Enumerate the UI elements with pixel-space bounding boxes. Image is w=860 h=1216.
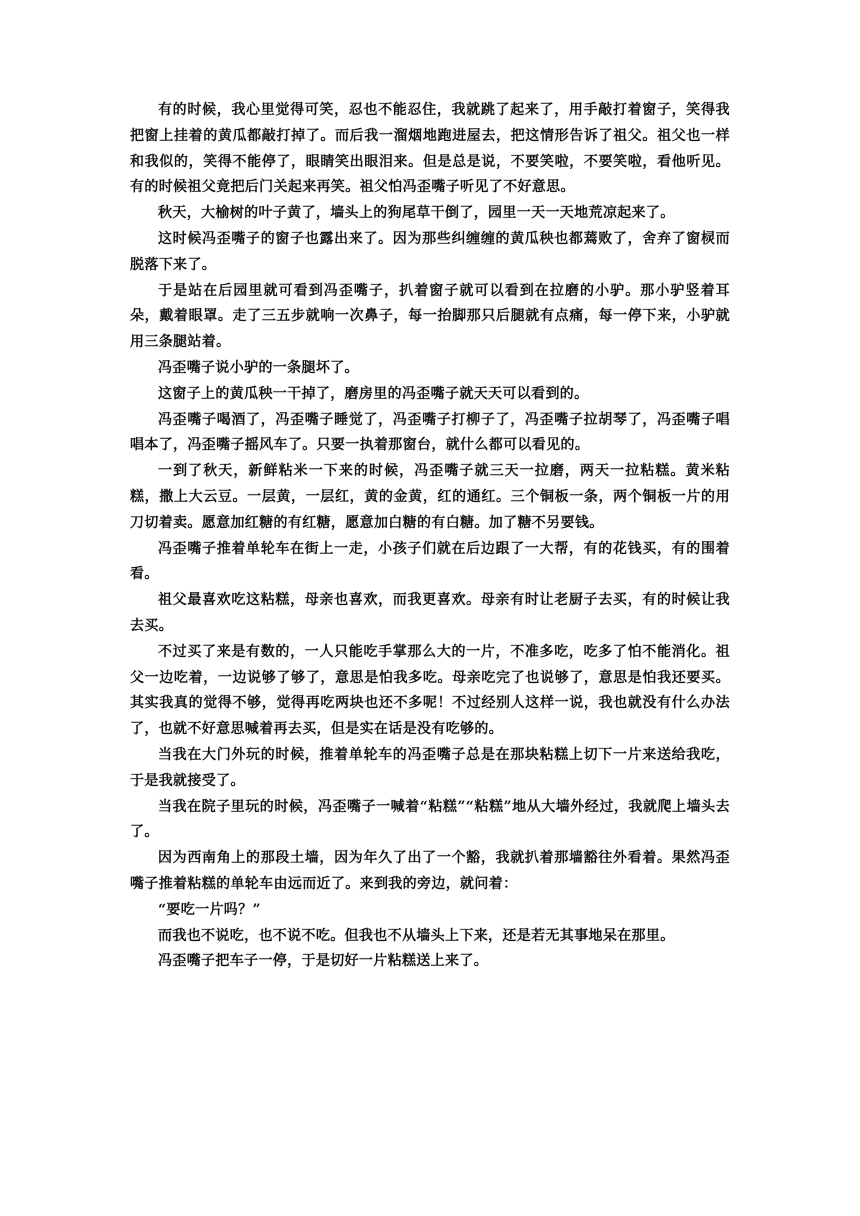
paragraph-9: 冯歪嘴子推着单轮车在街上一走，小孩子们就在后边跟了一大帮，有的花钱买，有的围着看。	[130, 540, 730, 583]
paragraph-4: 于是站在后园里就可看到冯歪嘴子，扒着窗子就可以看到在拉磨的小驴。那小驴竖着耳朵，戴着眼罩。走了三五步就响一次鼻子，每一抬脚那只后腿就有点痛，每一停下来，小驴就用三条腿站着。	[130, 282, 730, 351]
paragraph-17: 冯歪嘴子把车子一停，于是切好一片粘糕送上来了。	[158, 953, 489, 970]
paragraph-13: 当我在院子里玩的时候，冯歪嘴子一喊着“粘糕”“粘糕”地从大墙外经过，我就爬上墙头去了。	[130, 798, 730, 841]
paragraph-12: 当我在大门外玩的时候，推着单轮车的冯歪嘴子总是在那块粘糕上切下一片来送给我吃，于是我就接受了。	[130, 746, 730, 789]
paragraph-10: 祖父最喜欢吃这粘糕，母亲也喜欢，而我更喜欢。母亲有时让老厨子去买，有的时候让我去买。	[130, 592, 730, 634]
paragraph-16: 而我也不说吃，也不说不吃。但我也不从墙头上下来，还是若无其事地呆在那里。	[158, 927, 675, 944]
paragraph-2: 秋天，大榆树的叶子黄了，墙头上的狗尾草干倒了，园里一天一天地荒凉起来了。	[158, 205, 675, 222]
paragraph-8: 一到了秋天，新鲜粘米一下来的时候，冯歪嘴子就三天一拉磨，两天一拉粘糕。黄米粘糕，撒上大云豆。一层黄，一层红，黄的金黄，红的通红。三个铜板一条，两个铜板一片的用刀切着卖。愿意加红糖的有红糖，愿意加白糖的有白糖。加了糖不另要钱。	[130, 463, 730, 531]
paragraph-3: 这时候冯歪嘴子的窗子也露出来了。因为那些纠缠缠的黄瓜秧也都蔫败了，舍弃了窗棂而脱落下来了。	[130, 230, 730, 273]
paragraph-1: 有的时候，我心里觉得可笑，忍也不能忍住，我就跳了起来了，用手敲打着窗子，笑得我把窗上挂着的黄瓜都敲打掉了。而后我一溜烟地跑进屋去，把这情形告诉了祖父。祖父也一样和我似的，笑得不能停了，眼睛笑出眼泪来。但是总是说，不要笑啦，不要笑啦，看他听见。有的时候祖父竟把后门关起来再笑。祖父怕冯歪嘴子听见了不好意思。	[130, 102, 730, 196]
paragraph-5: 冯歪嘴子说小驴的一条腿坏了。	[158, 359, 359, 376]
paragraph-6: 这窗子上的黄瓜秧一干掉了，磨房里的冯歪嘴子就天天可以看到的。	[158, 385, 589, 402]
paragraph-14: 因为西南角上的那段土墙，因为年久了出了一个豁，我就扒着那墙豁往外看着。果然冯歪嘴子推着粘糕的单轮车由远而近了。来到我的旁边，就问着：	[130, 850, 730, 892]
paragraph-15: “要吃一片吗？”	[158, 901, 261, 918]
article-body	[130, 98, 730, 975]
paragraph-7: 冯歪嘴子喝酒了，冯歪嘴子睡觉了，冯歪嘴子打柳子了，冯歪嘴子拉胡琴了，冯歪嘴子唱唱本了，冯歪嘴子摇风车了。只要一执着那窗台，就什么都可以看见的。	[130, 411, 730, 454]
paragraph-11: 不过买了来是有数的，一人只能吃手掌那么大的一片，不准多吃，吃多了怕不能消化。祖父一边吃着，一边说够了够了，意思是怕我多吃。母亲吃完了也说够了，意思是怕我还要买。其实我真的觉得不够，觉得再吃两块也还不多呢！不过经别人这样一说，我也就没有什么办法了，也就不好意思喊着再去买，但是实在话是没有吃够的。	[130, 643, 730, 738]
